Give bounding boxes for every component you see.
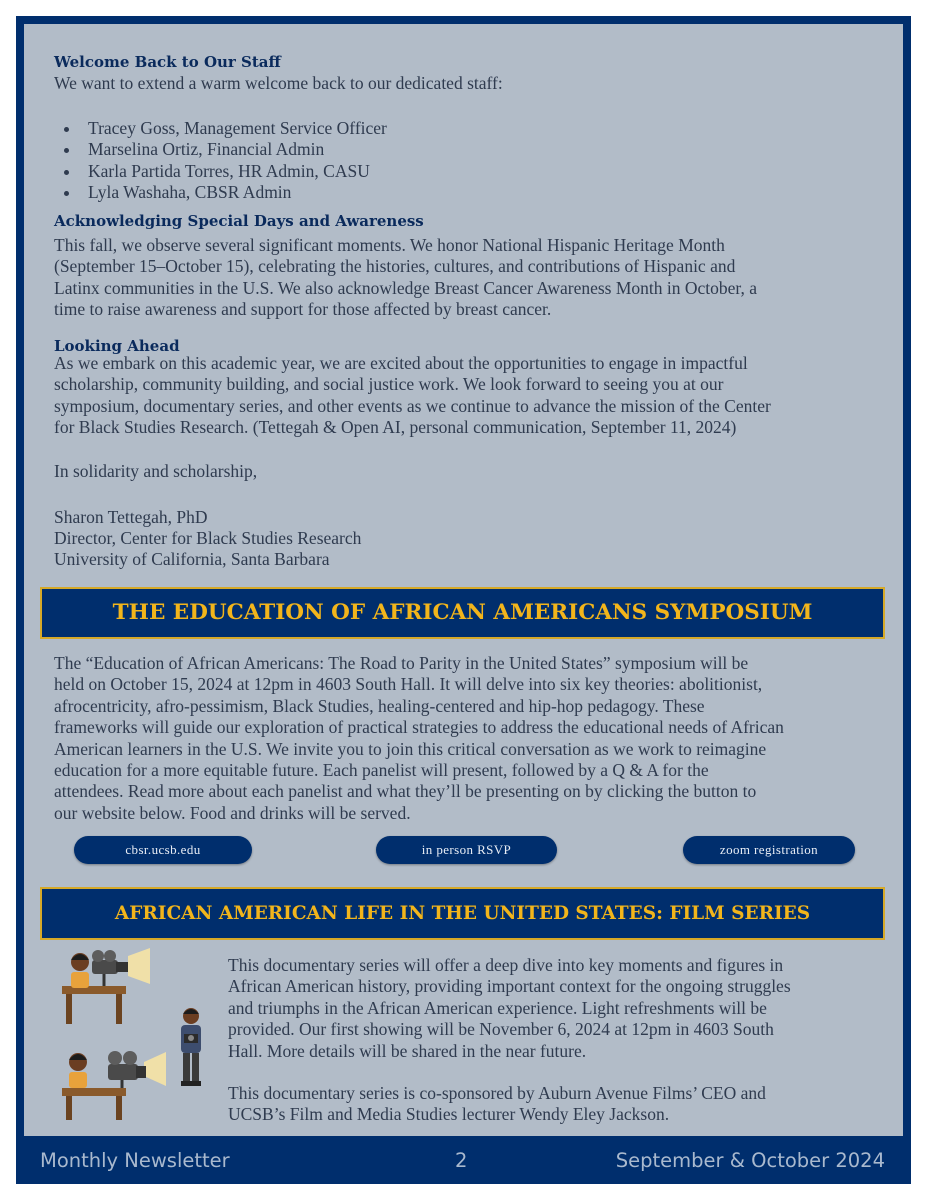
- text-line: (September 15–October 15), celebrating the histories, cultures, and contributions of Hispanic and: [54, 256, 736, 277]
- in-person-rsvp-button[interactable]: in person RSVP: [376, 836, 557, 864]
- signature-title: Director, Center for Black Studies Research: [54, 528, 362, 548]
- text-line: and triumphs in the African American experience. Light refreshments will be: [228, 997, 767, 1018]
- text-line: held on October 15, 2024 at 12pm in 4603 South Hall. It will delve into six key theories: abolitionist,: [54, 674, 763, 695]
- text-line: afrocentricity, afro-pessimism, Black Studies, healing-centered and hip-hop pedagogy. These: [54, 695, 705, 716]
- special-days-heading: Acknowledging Special Days and Awareness: [54, 212, 424, 230]
- staff-list-item: Lyla Washaha, CBSR Admin: [54, 182, 387, 203]
- text-line: UCSB’s Film and Media Studies lecturer Wendy Eley Jackson.: [228, 1104, 670, 1125]
- filmmaker-illustration: [58, 948, 153, 1028]
- text-line: symposium, documentary series, and other events as we continue to advance the mission of the Center: [54, 395, 771, 416]
- text-line: time to raise awareness and support for those affected by breast cancer.: [54, 299, 552, 320]
- footer-page-number: 2: [455, 1149, 468, 1172]
- text-line: provided. Our first showing will be November 6, 2024 at 12pm in 4603 South: [228, 1019, 774, 1040]
- text-line: American learners in the U.S. We invite you to join this critical conversation as we work to reimagine: [54, 738, 767, 759]
- film-series-banner: AFRICAN AMERICAN LIFE IN THE UNITED STATES: FILM SERIES: [40, 887, 885, 940]
- footer-newsletter-label: Monthly Newsletter: [40, 1149, 230, 1172]
- text-line: The “Education of African Americans: The Road to Parity in the United States” symposium will be: [54, 653, 749, 673]
- text-line: scholarship, community building, and social justice work. We look forward to seeing you at our: [54, 374, 724, 395]
- text-line: frameworks will guide our exploration of practical strategies to address the educational needs of African: [54, 717, 784, 738]
- text-line: African American history, providing important context for the ongoing struggles: [228, 976, 791, 997]
- text-line: education for a more equitable future. Each panelist will present, followed by a Q & A for the: [54, 760, 709, 781]
- looking-ahead-heading: Looking Ahead: [54, 337, 180, 355]
- film-series-paragraph-2: [228, 1083, 875, 1126]
- signature-org: University of California, Santa Barbara: [54, 549, 330, 569]
- welcome-intro: We want to extend a warm welcome back to our dedicated staff:: [54, 73, 503, 93]
- staff-list-item: Karla Partida Torres, HR Admin, CASU: [54, 161, 387, 182]
- symposium-banner: THE EDUCATION OF AFRICAN AMERICANS SYMPOSIUM: [40, 587, 885, 639]
- text-line: our website below. Food and drinks will be served.: [54, 802, 411, 823]
- looking-ahead-paragraph: [54, 353, 875, 439]
- text-line: This documentary series is co-sponsored by Auburn Avenue Films’ CEO and: [228, 1083, 766, 1103]
- film-series-paragraph-1: [228, 955, 875, 1062]
- text-line: As we embark on this academic year, we are excited about the opportunities to engage in impactful: [54, 353, 748, 373]
- staff-list-item: Tracey Goss, Management Service Officer: [54, 118, 387, 139]
- staff-list-item: Marselina Ortiz, Financial Admin: [54, 139, 387, 160]
- closing-salutation: In solidarity and scholarship,: [54, 461, 258, 481]
- symposium-paragraph: [54, 653, 875, 824]
- website-button[interactable]: cbsr.ucsb.edu: [74, 836, 252, 864]
- zoom-registration-button[interactable]: zoom registration: [683, 836, 855, 864]
- text-line: This documentary series will offer a deep dive into key moments and figures in: [228, 955, 784, 975]
- text-line: This fall, we observe several significant moments. We honor National Hispanic Heritage Month: [54, 235, 725, 255]
- photographer-illustration: [172, 1006, 210, 1088]
- text-line: attendees. Read more about each panelist and what they’ll be presenting on by clicking the button to: [54, 781, 757, 802]
- welcome-heading: Welcome Back to Our Staff: [54, 53, 281, 71]
- text-line: Latinx communities in the U.S. We also acknowledge Breast Cancer Awareness Month in October, a: [54, 277, 758, 298]
- text-line: for Black Studies Research. (Tettegah & Open AI, personal communication, September 11, 2024): [54, 417, 737, 438]
- signature-name: Sharon Tettegah, PhD: [54, 507, 208, 527]
- film-projector-illustration: [58, 1046, 168, 1122]
- footer-date: September & October 2024: [615, 1149, 885, 1172]
- staff-list: [54, 118, 387, 204]
- special-days-paragraph: [54, 235, 875, 321]
- text-line: Hall. More details will be shared in the near future.: [228, 1040, 587, 1061]
